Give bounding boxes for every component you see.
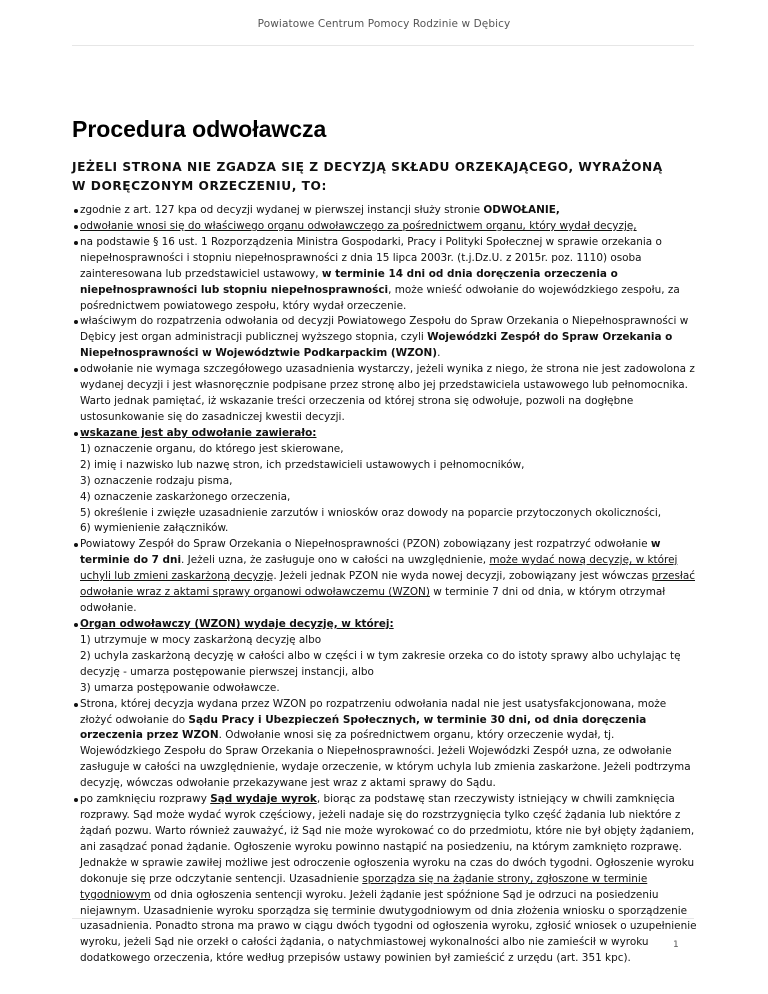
item-text: odwołanie nie wymaga szczegółowego uzasadnienia wystarczy, jeżeli wynika z niego, że strona nie jest zadowolona z wydanej decyzji i jest własnoręcznie podpisane przez stronę albo jej przedstawiciela ustawowego lub pełnomocnika. Warto jednak pamiętać, iż wskazanie treści orzeczenia od której strona się odwołuje, pozwoli na dogłębne ustosunkowanie się do zasadniczej kwestii decyzji. — [80, 363, 695, 423]
item-underlined-text: sporządza się na żądanie strony, zgłoszone w terminie tygodniowym — [80, 872, 648, 901]
page-title: Procedura odwoławcza — [72, 116, 327, 142]
item-text: od dnia ogłoszenia sentencji wyroku. Jeżeli żądanie jest spóźnione Sąd je odrzuci na posiedzeniu niejawnym. Uzasadnienie wyroku sporządza się terminie dwutygodniowym od dnia złożenia wniosku o sporządzenie uzasadnienia. Ponadto strona ma prawo w ciągu dwóch tygodni od ogłoszenia wyroku, zgłosić wniosek o uzupełnienie wyroku, jeżeli Sąd nie orzekł o całości żądania, o natychmiastowej wykonalności albo nie zamieścił w wyroku dodatkowego orzeczenia, które według przepisów ustawy powinien był zamieścić z urzędu (art. 351 kpc). — [80, 888, 697, 965]
contents-line: 1) oznaczenie organu, do którego jest skierowane, — [80, 442, 344, 455]
item-text: , biorąc za podstawę stan rzeczywisty istniejący w chwili zamknięcia rozprawy. Sąd może wydać wyrok częściowy, jeżeli nadaje się do rozstrzygnięcia tylko część żądania lub niektóre z żądań pozwu. Warto również zauważyć, iż Sąd nie może wyrokować co do przedmiotu, które nie był objęty żądaniem, ani zasądzać ponad żądanie. Ogłoszenie wyroku powinno nastąpić na posiedzeniu, na którym zamknięto rozprawę. Jednakże w sprawie zawiłej możliwe jest odroczenie ogłoszenia wyroku na czas do dwóch tygodni. Ogłoszenie wyroku dokonuje się prze odczytanie sentencji. Uzasadnienie — [80, 793, 695, 885]
item-text: . Jeżeli jednak PZON nie wyda nowej decyzji, zobowiązany jest wówczas — [273, 570, 652, 583]
page-number: 1 — [673, 940, 679, 950]
item-bold-text: w terminie 14 dni od dnia doręczenia orzeczenia o niepełnosprawności lub stopniu niepełnosprawności — [80, 267, 618, 296]
item-bold-text: ODWOŁANIE, — [483, 204, 560, 216]
contents-line: 3) oznaczenie rodzaju pisma, — [80, 474, 233, 487]
list-item-labour-court — [80, 697, 698, 793]
item-bold-underlined-text: Sąd wydaje wyrok — [210, 793, 317, 806]
item-text: w terminie 7 dni od dnia, w którym otrzymał odwołanie. — [80, 586, 666, 615]
item-underlined-text: może wydać nową decyzję, w której uchyli lub zmieni zaskarżoną decyzję — [80, 554, 678, 583]
list-item-court-judgment — [80, 792, 698, 967]
item-text: Powiatowy Zespół do Spraw Orzekania o Niepełnosprawności (PZON) zobowiązany jest rozpatrzyć odwołanie — [80, 538, 651, 551]
item-bold-text: w terminie do 7 dni — [80, 538, 661, 567]
item-text: właściwym do rozpatrzenia odwołania od decyzji Powiatowego Zespołu do Spraw Orzekania o Niepełnosprawności w Dębicy jest organ administracji publicznej wyższego stopnia, czyli — [80, 315, 689, 344]
decision-line: 2) uchyla zaskarżoną decyzję w całości albo w części i w tym zakresie orzeka co do istoty sprawy albo uchylając tę decyzję - umarza postępowanie pierwszej instancji, albo — [80, 649, 681, 678]
footer-divider — [72, 918, 694, 919]
item-text: na podstawie § 16 ust. 1 Rozporządzenia Ministra Gospodarki, Pracy i Polityki Społecznej w sprawie orzekania o niepełnosprawności i stopniu niepełnosprawności z dnia 15 lipca 2003r. (t.j.Dz.U. z 2015r. poz. 1110) osoba zainteresowana lub przedstawiciel ustawowy, — [80, 235, 662, 280]
section-subtitle: JEŻELI STRONA NIE ZGADZA SIĘ Z DECYZJĄ SKŁADU ORZEKAJĄCEGO, WYRAŻONĄ W DORĘCZONYM ORZECZENIU, TO: — [72, 160, 663, 193]
item-bold-text: Wojewódzki Zespół do Spraw Orzekania o Niepełnosprawności w Województwie Podkarpackim (WZON) — [80, 331, 673, 360]
list-item-appeal-contents — [80, 426, 698, 537]
list-item-appeal-right — [80, 203, 698, 219]
item-heading: wskazane jest aby odwołanie zawierało: — [80, 426, 317, 439]
item-text: Strona, której decyzja wydana przez WZON po rozpatrzeniu odwołania nadal nie jest usatysfakcjonowana, może złożyć odwołanie do — [80, 697, 667, 726]
list-item-competent-authority — [80, 314, 698, 362]
contents-line: 4) oznaczenie zaskarżonego orzeczenia, — [80, 490, 291, 503]
list-item-appeal-filing — [80, 219, 698, 235]
item-heading: Organ odwoławczy (WZON) wydaje decyzję, w której: — [80, 617, 394, 630]
list-item-pzon-review — [80, 537, 698, 617]
contents-line: 5) określenie i zwięzłe uzasadnienie zarzutów i wniosków oraz dowody na poparcie przytoczonych okoliczności, — [80, 506, 662, 519]
item-text: po zamknięciu rozprawy — [80, 793, 211, 806]
item-underlined-text: odwołanie wnosi się do właściwego organu odwoławczego za pośrednictwem organu, który wydał decyzję, — [80, 219, 637, 232]
list-item-wzon-decision — [80, 617, 698, 697]
procedure-list — [80, 203, 698, 967]
item-bold-text: Sądu Pracy i Ubezpieczeń Społecznych, w terminie 30 dni, od dnia doręczenia orzeczenia przez WZON — [80, 713, 647, 742]
contents-line: 2) imię i nazwisko lub nazwę stron, ich przedstawicieli ustawowych i pełnomocników, — [80, 458, 525, 471]
decision-line: 1) utrzymuje w mocy zaskarżoną decyzję albo — [80, 633, 322, 646]
item-text: . Odwołanie wnosi się za pośrednictwem organu, który orzeczenie wydał, tj. Wojewódzkiego Zespołu do Spraw Orzekania o Niepełnosprawności. Jeżeli Wojewódzki Zespół uzna, ze odwołanie zasługuje w całości na uwzględnienie, wydaje orzeczenie, w którym uchyla lub zmienia zaskarżone. Jeżeli podtrzyma decyzję, wówczas odwołanie przekazywane jest wraz z aktami sprawy do Sądu. — [80, 729, 691, 790]
list-item-legal-basis — [80, 235, 698, 315]
contents-line: 6) wymienienie załączników. — [80, 522, 229, 535]
item-underlined-text: przesłać odwołanie wraz z aktami sprawy organowi odwoławczemu (WZON) — [80, 570, 696, 599]
item-text: zgodnie z art. 127 kpa od decyzji wydanej w pierwszej instancji służy stronie — [80, 204, 484, 216]
item-text: . Jeżeli uzna, że zasługuje ono w całości na uwzględnienie, — [181, 554, 490, 567]
item-text: , może wnieść odwołanie do wojewódzkiego zespołu, za pośrednictwem powiatowego zespołu, który wydał orzeczenie. — [80, 283, 680, 312]
page-header-org-name: Powiatowe Centrum Pomocy Rodzinie w Dębicy — [257, 18, 511, 30]
list-item-justification — [80, 362, 698, 426]
item-text: . — [437, 347, 441, 360]
decision-line: 3) umarza postępowanie odwoławcze. — [80, 681, 280, 694]
header-divider — [72, 45, 694, 46]
